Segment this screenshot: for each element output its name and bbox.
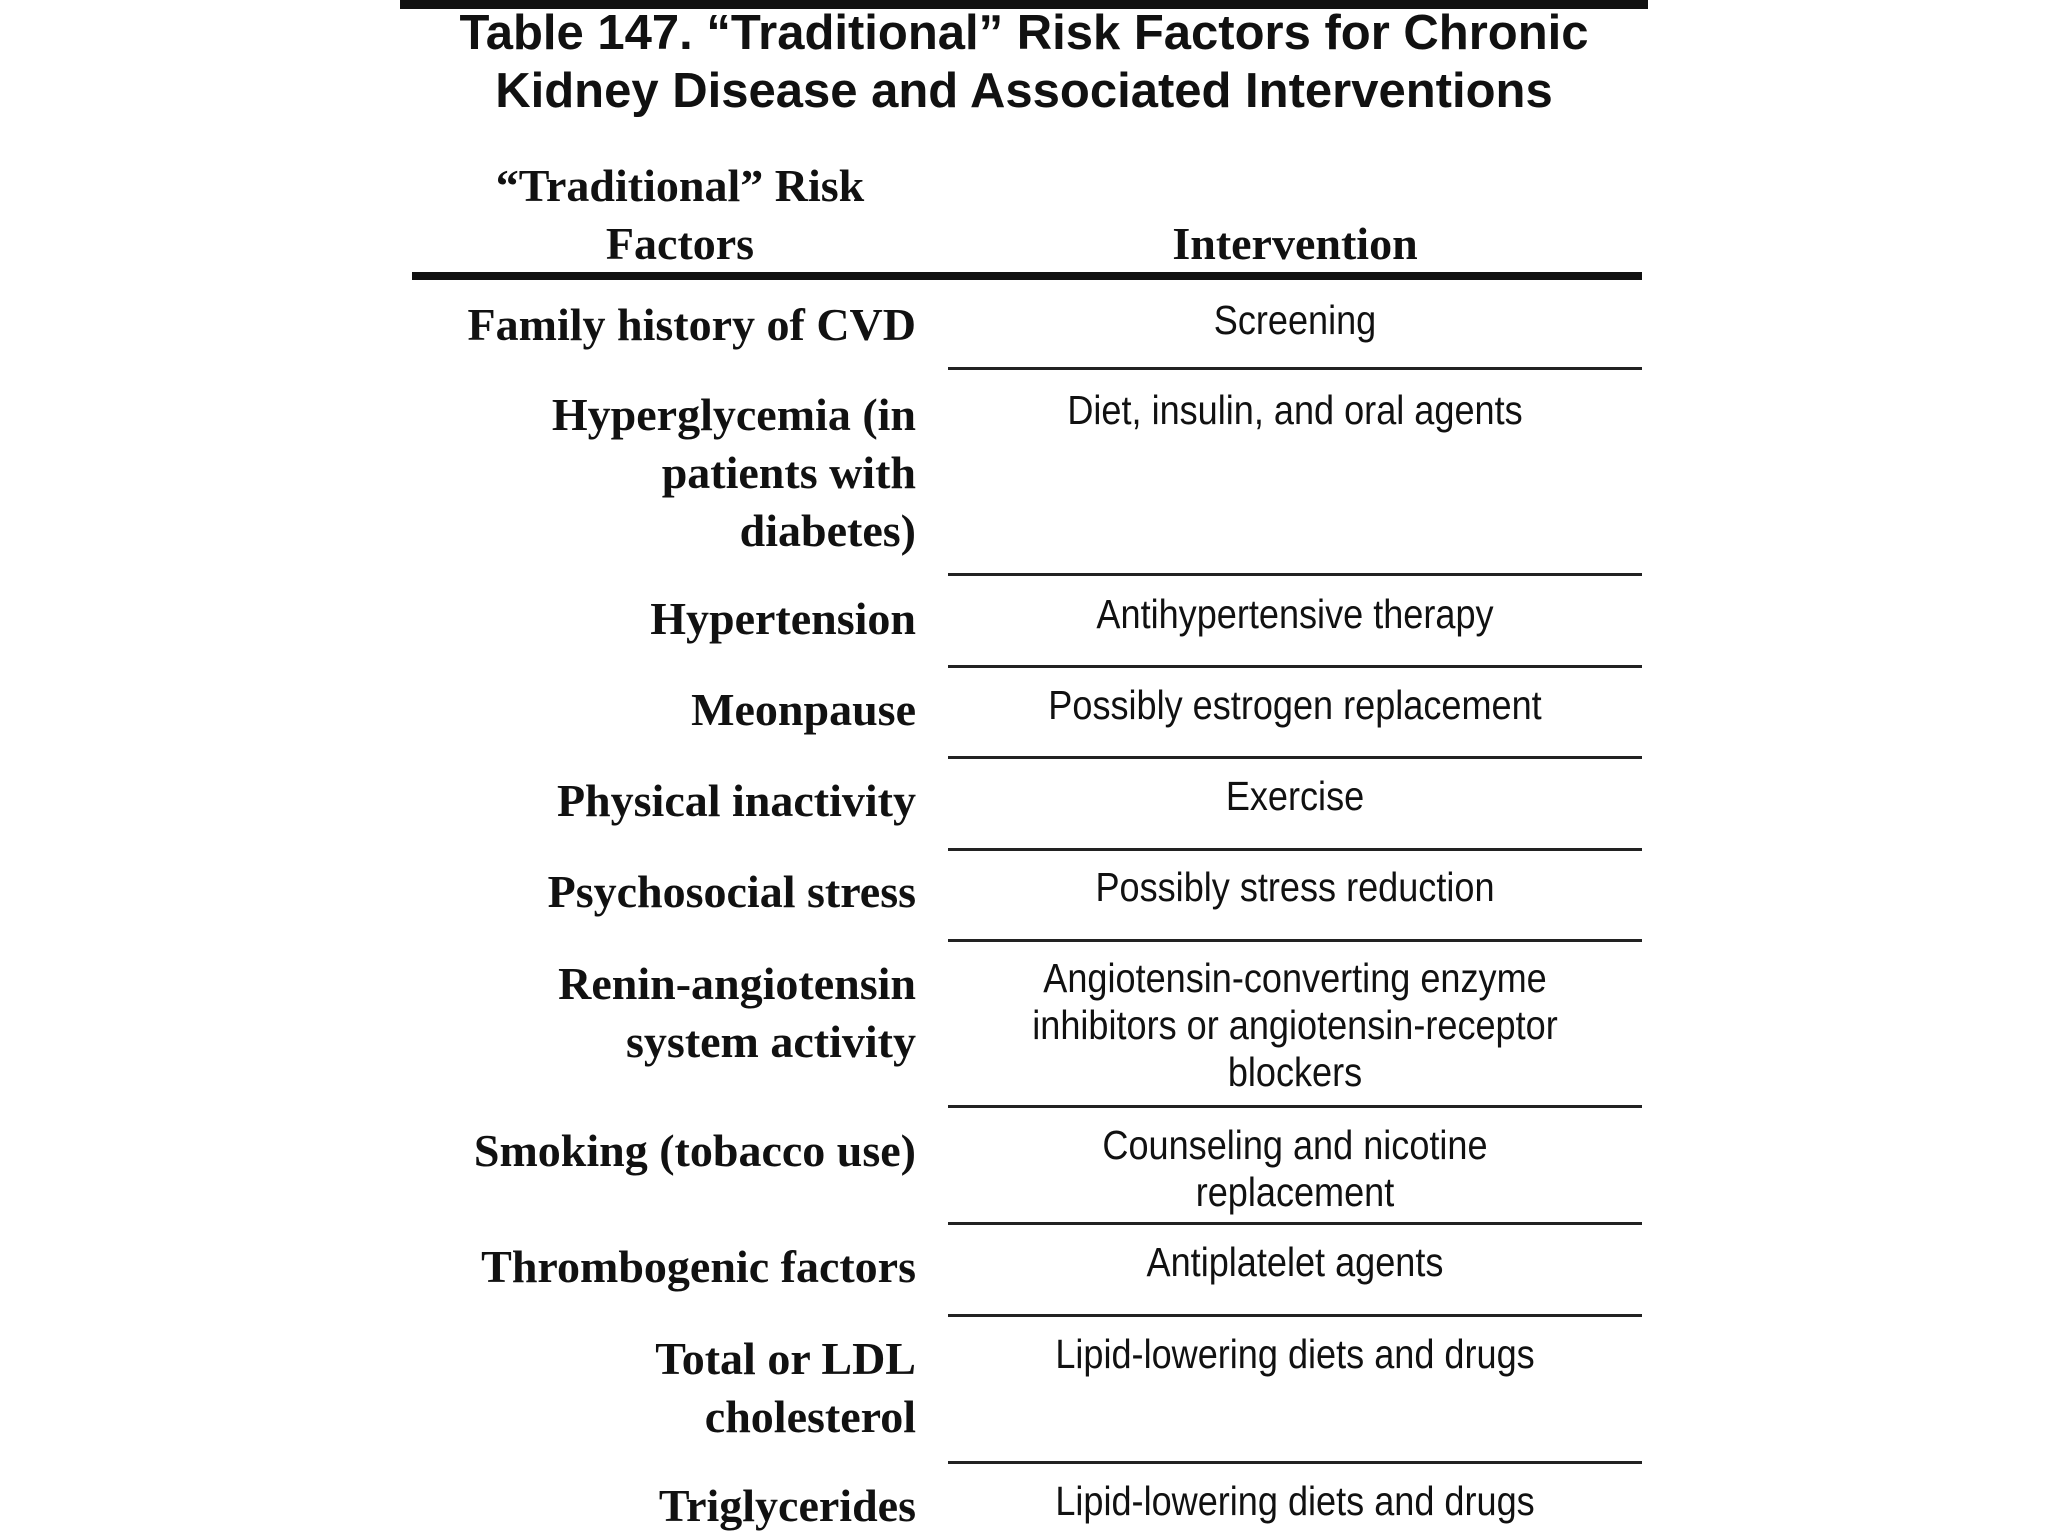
intervention-cell: Possibly stress reduction	[1095, 864, 1495, 910]
intervention-cell	[990, 955, 1601, 1096]
table-title-line-1: Table 147. “Traditional” Risk Factors for Chronic	[459, 6, 1589, 60]
risk-factor-text: Hyperglycemia (in patients with diabetes)	[551, 389, 916, 556]
row-divider	[948, 756, 1642, 759]
header-risk-factors	[430, 157, 930, 273]
intervention-cell: Antiplatelet agents	[1146, 1239, 1444, 1285]
risk-factor-cell: Triglycerides	[658, 1480, 916, 1531]
header-rule	[412, 272, 1642, 280]
risk-factor-cell: Psychosocial stress	[547, 866, 916, 917]
risk-factor-cell: Physical inactivity	[556, 775, 916, 826]
row-divider	[948, 1222, 1642, 1225]
row-divider	[948, 939, 1642, 942]
intervention-cell	[990, 1122, 1601, 1216]
table-title-line-2: Kidney Disease and Associated Interventions	[495, 64, 1553, 118]
risk-factor-cell: Smoking (tobacco use)	[473, 1125, 916, 1176]
header-intervention: Intervention	[1172, 218, 1418, 269]
risk-factor-cell: Family history of CVD	[467, 299, 916, 350]
row-divider	[948, 573, 1642, 576]
row-divider	[948, 1314, 1642, 1317]
intervention-text: Counseling and nicotine replacement	[1102, 1122, 1488, 1215]
intervention-cell: Antihypertensive therapy	[1096, 591, 1494, 637]
header-risk-factors-line-1: “Traditional” Risk	[495, 160, 865, 211]
risk-factor-cell	[412, 1330, 916, 1446]
table-title	[400, 4, 1648, 120]
intervention-cell: Diet, insulin, and oral agents	[1067, 387, 1523, 433]
intervention-text: Angiotensin-converting enzyme inhibitors or angiotensin-receptor blockers	[1032, 955, 1558, 1095]
row-divider	[948, 1461, 1642, 1464]
row-divider	[948, 367, 1642, 370]
intervention-cell: Screening	[1213, 297, 1377, 343]
risk-factor-cell: Hypertension	[650, 593, 916, 644]
risk-factor-cell	[412, 955, 916, 1071]
risk-factor-text: Renin-angiotensin system activity	[558, 958, 916, 1067]
intervention-cell: Lipid-lowering diets and drugs	[1055, 1478, 1535, 1524]
intervention-cell: Possibly estrogen replacement	[1048, 682, 1542, 728]
row-divider	[948, 665, 1642, 668]
row-divider	[948, 1105, 1642, 1108]
header-risk-factors-line-2: Factors	[605, 218, 755, 269]
risk-factor-cell: Thrombogenic factors	[481, 1241, 916, 1292]
risk-factor-cell	[412, 386, 916, 560]
intervention-cell: Lipid-lowering diets and drugs	[1055, 1331, 1535, 1377]
intervention-cell: Exercise	[1225, 773, 1365, 819]
row-divider	[948, 848, 1642, 851]
risk-factor-text: Total or LDL cholesterol	[655, 1333, 916, 1442]
risk-factor-cell: Meonpause	[691, 684, 916, 735]
